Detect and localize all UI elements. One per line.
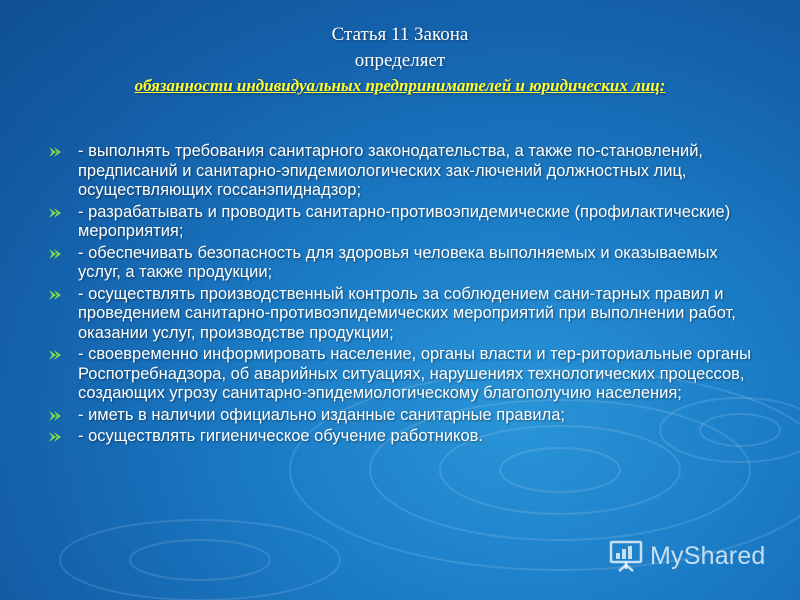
arrow-bullet-icon bbox=[48, 207, 62, 219]
list-item-text: - разрабатывать и проводить санитарно-противоэпидемические (профилактические) мероприятия; bbox=[78, 202, 731, 240]
list-item-text: - осуществлять гигиеническое обучение работников. bbox=[78, 427, 483, 445]
list-item-text: - осуществлять производственный контроль за соблюдением сани-тарных правил и проведением санитарно-противоэпидемических мероприятий при выполнении работ, оказании услуг, производстве продукции; bbox=[78, 284, 736, 342]
list-item bbox=[48, 345, 760, 404]
title-subtitle: обязанности индивидуальных предпринимателей и юридических лиц: bbox=[134, 76, 666, 95]
list-item-text: - иметь в наличии официально изданные санитарные правила; bbox=[78, 405, 565, 424]
arrow-bullet-icon bbox=[48, 410, 62, 422]
list-item-text: - выполнять требования санитарного законодательства, а также по-становлений, предписаний и санитарно-эпидемиологических зак-лючений должностных лиц, осуществляющих госсанэпиднадзор; bbox=[78, 142, 703, 199]
myshared-logo bbox=[608, 536, 766, 576]
list-item-text: - обеспечивать безопасность для здоровья человека выполняемых и оказываемых услуг, а также продукции; bbox=[78, 243, 718, 281]
list-item bbox=[48, 427, 760, 447]
logo-text: MyShared bbox=[650, 541, 766, 570]
arrow-bullet-icon bbox=[48, 248, 62, 260]
list-item bbox=[48, 285, 760, 344]
list-item bbox=[48, 142, 760, 201]
list-item bbox=[48, 244, 760, 283]
arrow-bullet-icon bbox=[48, 289, 62, 301]
arrow-bullet-icon bbox=[48, 349, 62, 361]
list-item bbox=[48, 406, 760, 426]
list-item bbox=[48, 203, 760, 242]
title-line-1: Статья 11 Закона bbox=[331, 24, 469, 45]
slide-title bbox=[0, 22, 800, 98]
title-line-2: определяет bbox=[354, 50, 446, 71]
list-item-text: - своевременно информировать население, органы власти и тер-риториальные органы Роспотребнадзора, об аварийных ситуациях, нарушениях технологических процессов, создающих угрозу санитарно-эпидемиологическому благополучию населения; bbox=[78, 345, 752, 402]
obligations-list bbox=[48, 142, 760, 449]
arrow-bullet-icon bbox=[48, 146, 62, 158]
presentation-board-icon bbox=[608, 538, 644, 574]
arrow-bullet-icon bbox=[48, 431, 62, 443]
